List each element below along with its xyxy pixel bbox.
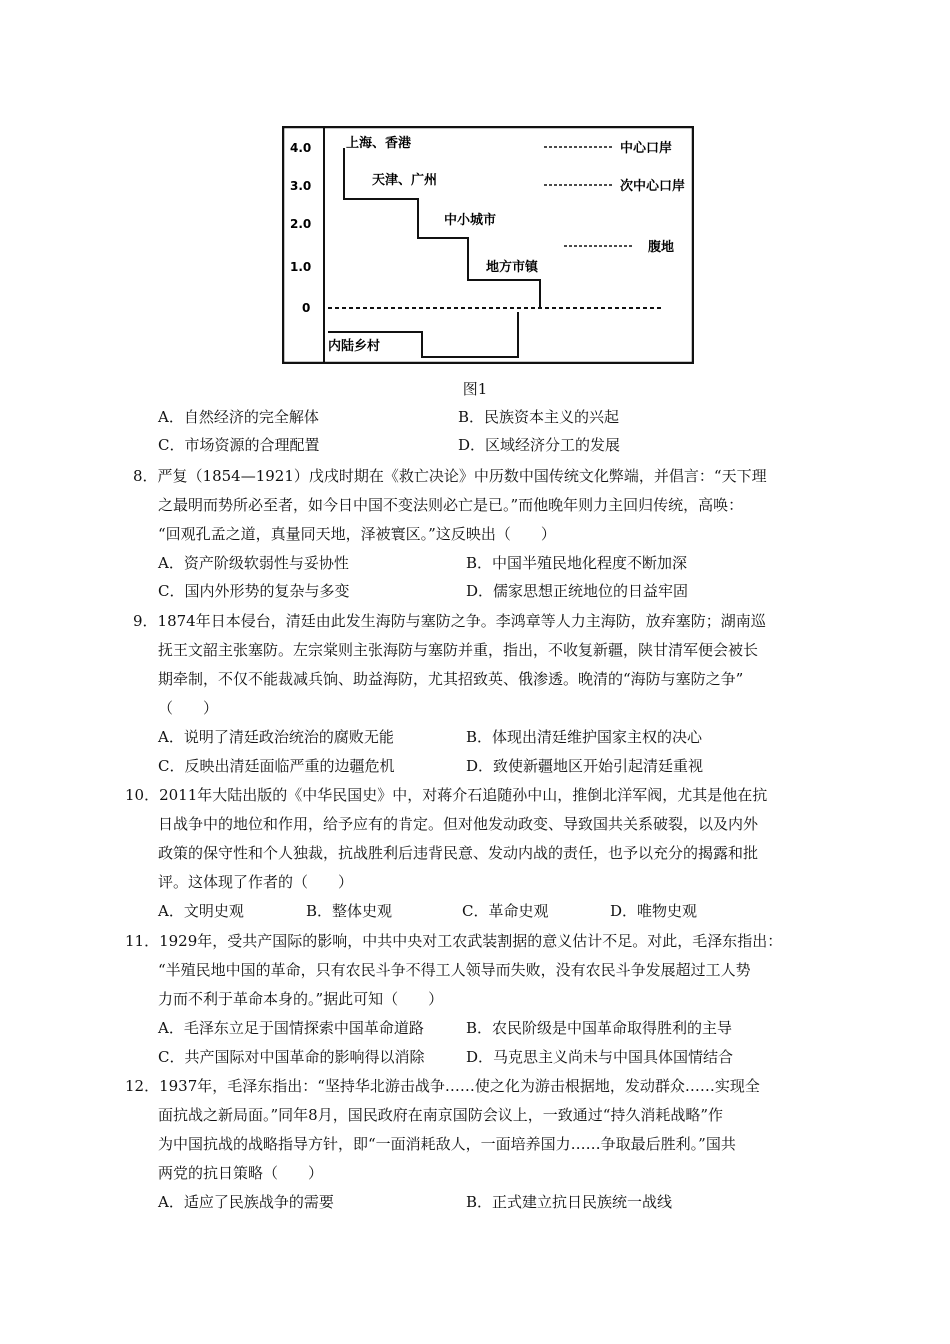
q11-option-b[interactable]: B．农民阶级是中国革命取得胜利的主导 [466, 1019, 733, 1037]
q11-stem-line-1: 11．1929年，受共产国际的影响，中共中央对工农武装割据的意义估计不足。对此，毛泽东指出： [125, 932, 783, 950]
q10-option-c[interactable]: C．革命史观 [462, 902, 549, 920]
q8-stem-line-3: “回观孔孟之道，真量同天地，泽被寰区。”这反映出（ ） [158, 525, 556, 543]
q12-stem-line-3: 为中国抗战的战略指导方针，即“一面消耗敌人，一面培养国力……争取最后胜利。”国共 [158, 1135, 736, 1153]
q9-option-b[interactable]: B．体现出清廷维护国家主权的决心 [466, 728, 703, 746]
q9-stem-line-1: 9．1874年日本侵台，清廷由此发生海防与塞防之争。李鸿章等人力主海防，放弃塞防；湖南巡 [133, 612, 766, 630]
q9-option-c[interactable]: C．反映出清廷面临严重的边疆危机 [158, 757, 395, 775]
q12-stem-line-1: 12．1937年，毛泽东指出：“坚持华北游击战争……使之化为游击根据地，发动群众……实现全 [125, 1077, 760, 1095]
q10-stem-line-3: 政策的保守性和个人独裁，抗战胜利后违背民意、发动内战的责任，也予以充分的揭露和批 [158, 844, 759, 862]
y-tick-4: 4.0 [290, 141, 312, 155]
q11-option-a[interactable]: A．毛泽东立足于国情探索中国革命道路 [158, 1019, 424, 1037]
q8-stem-line-2: 之最明而势所必至者，如今日中国不变法则必亡是已。”而他晚年则力主回归传统，高唤： [158, 496, 744, 514]
q7-option-c[interactable]: C．市场资源的合理配置 [158, 436, 320, 454]
q7-option-b[interactable]: B．民族资本主义的兴起 [458, 408, 620, 426]
y-tick-1: 1.0 [290, 260, 312, 274]
q12-option-a[interactable]: A．适应了民族战争的需要 [158, 1193, 334, 1211]
q9-stem-line-2: 抚王文韶主张塞防。左宗棠则主张海防与塞防并重，指出，不收复新疆，陕甘清军便会被长 [158, 641, 759, 659]
q9-option-d[interactable]: D．致使新疆地区开始引起清廷重视 [466, 757, 704, 775]
q9-stem-line-4: （ ） [158, 699, 219, 717]
q12-option-b[interactable]: B．正式建立抗日民族统一战线 [466, 1193, 673, 1211]
y-tick-2: 2.0 [290, 217, 312, 231]
q8-option-d[interactable]: D．儒家思想正统地位的日益牢固 [466, 582, 689, 600]
step-label-shanghai: 上海、香港 [346, 136, 412, 151]
q12-stem-line-2: 面抗战之新局面。”同年8月，国民政府在南京国防会议上，一致通过“持久消耗战略”作 [158, 1106, 724, 1124]
q8-option-a[interactable]: A．资产阶级软弱性与妥协性 [158, 554, 349, 572]
q8-option-c[interactable]: C．国内外形势的复杂与多变 [158, 582, 350, 600]
q10-option-a[interactable]: A．文明史观 [158, 902, 244, 920]
legend-label-subcenter: 次中心口岸 [620, 179, 686, 194]
q7-option-a[interactable]: A．自然经济的完全解体 [158, 408, 319, 426]
q9-stem-line-3: 期牵制，不仅不能裁减兵饷、助益海防，尤其招致英、俄渗透。晚清的“海防与塞防之争” [158, 670, 744, 688]
q11-option-c[interactable]: C．共产国际对中国革命的影响得以消除 [158, 1048, 425, 1066]
y-tick-3: 3.0 [290, 179, 312, 193]
q9-option-a[interactable]: A．说明了清廷政治统治的腐败无能 [158, 728, 394, 746]
step-label-inland-village: 内陆乡村 [328, 339, 381, 354]
q10-option-d[interactable]: D．唯物史观 [610, 902, 698, 920]
q10-option-b[interactable]: B．整体史观 [306, 902, 393, 920]
q10-stem-line-4: 评。这体现了作者的（ ） [158, 873, 354, 891]
legend-label-hinterland: 腹地 [648, 240, 675, 255]
q8-stem-line-1: 8．严复（1854—1921）戊戌时期在《救亡决论》中历数中国传统文化弊端，并倡言：“天下理 [133, 467, 767, 485]
figure-1-diagram [282, 126, 694, 364]
step-label-tianjin: 天津、广州 [372, 173, 438, 188]
legend-label-center: 中心口岸 [620, 141, 673, 156]
y-tick-0: 0 [302, 301, 311, 315]
q11-option-d[interactable]: D．马克思主义尚未与中国具体国情结合 [466, 1048, 734, 1066]
step-label-local-towns: 地方市镇 [486, 260, 539, 275]
q8-option-b[interactable]: B．中国半殖民地化程度不断加深 [466, 554, 688, 572]
q10-stem-line-2: 日战争中的地位和作用，给予应有的肯定。但对他发动政变、导致国共关系破裂，以及内外 [158, 815, 759, 833]
q11-stem-line-2: “半殖民地中国的革命，只有农民斗争不得工人领导而失败，没有农民斗争发展超过工人势 [158, 961, 751, 979]
q10-stem-line-1: 10．2011年大陆出版的《中华民国史》中，对蒋介石追随孙中山，推倒北洋军阀，尤其是他在抗 [125, 786, 768, 804]
figure-caption: 图1 [462, 380, 488, 398]
q11-stem-line-3: 力而不利于革命本身的。”据此可知（ ） [158, 990, 444, 1008]
q12-stem-line-4: 两党的抗日策略（ ） [158, 1164, 324, 1182]
q7-option-d[interactable]: D．区域经济分工的发展 [458, 436, 621, 454]
step-label-small-cities: 中小城市 [444, 213, 497, 228]
